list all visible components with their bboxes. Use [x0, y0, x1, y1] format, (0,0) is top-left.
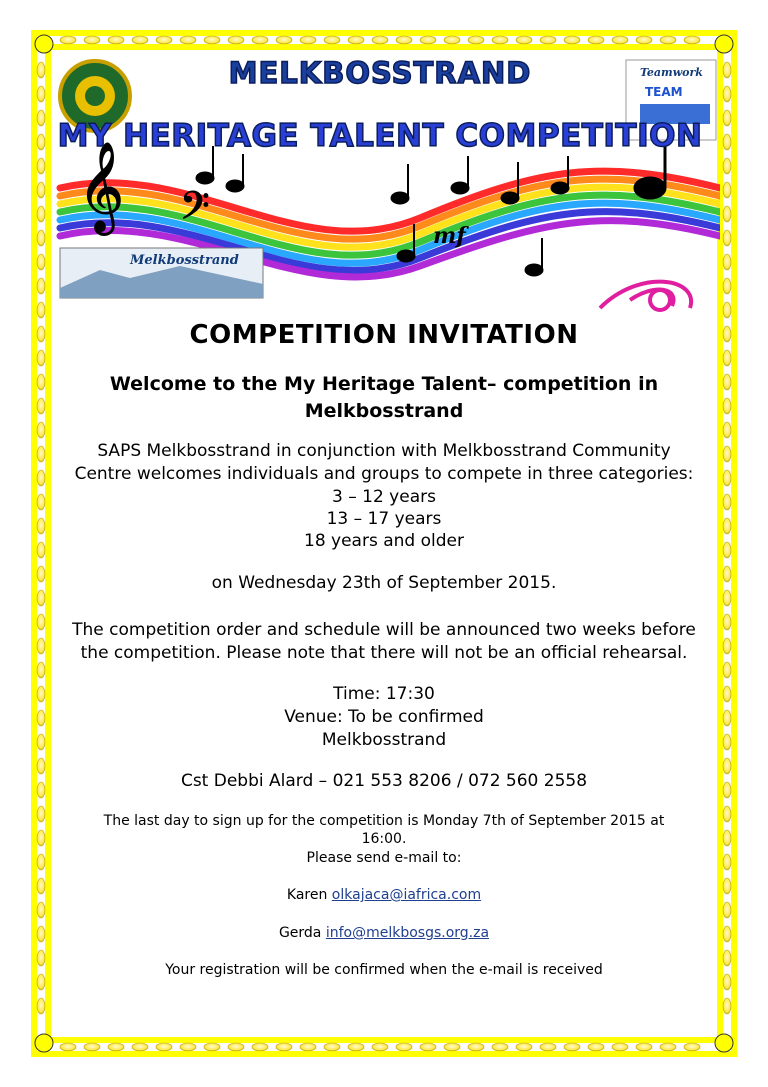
svg-text:TEAM: TEAM: [645, 85, 683, 99]
border-dot: [516, 1043, 532, 1051]
deadline-line-2: 16:00.: [361, 831, 407, 847]
border-dot: [636, 1043, 652, 1051]
border-dot: [612, 1043, 628, 1051]
venue-line: Venue: To be confirmed: [284, 707, 484, 727]
border-dot: [723, 302, 731, 318]
date-line: on Wednesday 23th of September 2015.: [211, 573, 557, 593]
border-dot: [723, 350, 731, 366]
border-dot: [684, 1043, 700, 1051]
border-dot: [228, 1043, 244, 1051]
gerda-email-link[interactable]: info@melkbosgs.org.za: [325, 925, 490, 941]
border-dot: [723, 998, 731, 1014]
confirmation-line: Your registration will be confirmed when the e-mail is received: [165, 962, 603, 978]
category-item: 13 – 17 years: [326, 509, 442, 529]
border-dot: [396, 1043, 412, 1051]
welcome-line-2: Melkbosstrand: [304, 400, 464, 422]
border-dot: [468, 1043, 484, 1051]
border-dot: [60, 1043, 76, 1051]
border-dot: [492, 1043, 508, 1051]
border-dot: [37, 998, 45, 1014]
contact-line: Cst Debbi Alard – 021 553 8206 / 072 560 2558: [180, 771, 588, 791]
border-dot: [444, 1043, 460, 1051]
contact-name: Karen: [286, 887, 328, 903]
border-dot: [723, 86, 731, 102]
music-mark-mf: mf: [433, 223, 466, 249]
border-dot: [156, 1043, 172, 1051]
karen-email-link[interactable]: olkajaca@iafrica.com: [331, 887, 482, 903]
border-dot: [37, 662, 45, 678]
border-dot: [723, 278, 731, 294]
border-dot: [660, 1043, 676, 1051]
border-dot: [204, 1043, 220, 1051]
border-dot: [108, 1043, 124, 1051]
welcome-line-1: Welcome to the My Heritage Talent– competition in: [109, 373, 659, 395]
border-dot: [723, 254, 731, 270]
border-dot: [252, 1043, 268, 1051]
border-dot: [276, 1043, 292, 1051]
svg-text:Teamwork: Teamwork: [640, 66, 703, 79]
border-dot: [37, 422, 45, 438]
town-title: MELKBOSSTRAND: [228, 56, 532, 90]
deadline-line-1: The last day to sign up for the competition is Monday 7th of September 2015 at: [103, 813, 665, 829]
border-dot: [180, 1043, 196, 1051]
contact-name: Gerda: [278, 925, 322, 941]
border-dot: [420, 1043, 436, 1051]
contact-gerda: [40, 925, 728, 941]
border-dot: [723, 902, 731, 918]
border-dot: [723, 662, 731, 678]
border-dot: [723, 158, 731, 174]
border-dot: [723, 110, 731, 126]
bass-clef-icon: 𝄢: [180, 183, 210, 237]
community-forum-logo: [60, 248, 263, 298]
border-dot: [348, 1043, 364, 1051]
border-dot: [84, 1043, 100, 1051]
intro-line-2: Centre welcomes individuals and groups to compete in three categories:: [74, 464, 694, 484]
venue-place: Melkbosstrand: [321, 730, 447, 750]
schedule-line-1: The competition order and schedule will be announced two weeks before: [72, 620, 696, 640]
email-prompt: Please send e-mail to:: [306, 850, 462, 866]
border-dot: [324, 1043, 340, 1051]
invitation-heading: COMPETITION INVITATION: [189, 320, 579, 350]
border-dot: [37, 902, 45, 918]
border-dot: [723, 134, 731, 150]
border-dot: [564, 1043, 580, 1051]
border-dot: [37, 350, 45, 366]
svg-text:Melkbosstrand: Melkbosstrand: [130, 253, 239, 268]
header-banner: [40, 38, 720, 313]
border-dot: [588, 1043, 604, 1051]
border-dot: [723, 182, 731, 198]
border-dot: [723, 422, 731, 438]
border-dot: [132, 1043, 148, 1051]
border-dot: [723, 62, 731, 78]
schedule-line-2: the competition. Please note that there will not be an official rehearsal.: [80, 643, 688, 663]
border-dot: [372, 1043, 388, 1051]
competition-title: MY HERITAGE TALENT COMPETITION: [57, 118, 703, 154]
border-dot: [723, 206, 731, 222]
time-line: Time: 17:30: [333, 684, 435, 704]
contact-karen: [40, 887, 728, 903]
border-dot: [723, 230, 731, 246]
category-item: 3 – 12 years: [332, 487, 436, 507]
intro-line-1: SAPS Melkbosstrand in conjunction with Melkbosstrand Community: [97, 441, 671, 461]
treble-clef-icon: 𝄞: [78, 142, 125, 232]
category-item: 18 years and older: [304, 531, 464, 551]
border-dot: [540, 1043, 556, 1051]
border-dot: [300, 1043, 316, 1051]
